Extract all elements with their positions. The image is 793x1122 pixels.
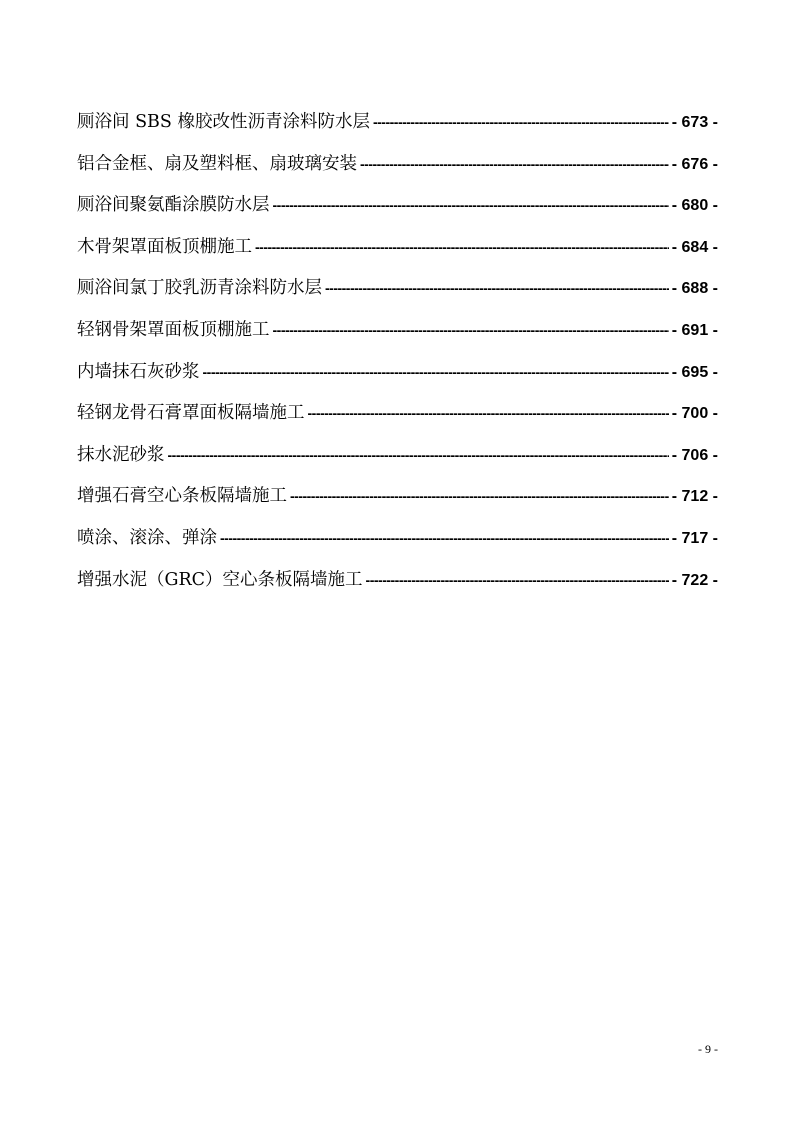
toc-leader-dashes bbox=[273, 316, 669, 344]
toc-leader-dashes bbox=[360, 150, 669, 178]
toc-entry-title: 木骨架罩面板顶棚施工 bbox=[77, 236, 252, 257]
toc-leader-dashes bbox=[290, 482, 669, 510]
toc-entry-title: 厕浴间聚氨酯涂膜防水层 bbox=[77, 195, 270, 216]
toc-entry-title: 厕浴间 SBS 橡胶改性沥青涂料防水层 bbox=[77, 112, 370, 132]
toc-leader-dashes bbox=[255, 233, 669, 261]
toc-entry-page: - 706 - bbox=[671, 446, 718, 464]
toc-entry[interactable] bbox=[77, 191, 718, 233]
toc-entry-page: - 717 - bbox=[671, 529, 718, 547]
toc-entry-page: - 712 - bbox=[671, 488, 718, 506]
toc-entry[interactable] bbox=[77, 399, 718, 441]
toc-entry-page: - 722 - bbox=[671, 571, 718, 589]
toc-entry[interactable] bbox=[77, 566, 718, 608]
toc-entry[interactable] bbox=[77, 482, 718, 524]
toc-entry-title: 厕浴间氯丁胶乳沥青涂料防水层 bbox=[77, 278, 322, 299]
page-number: - 9 - bbox=[698, 1042, 718, 1056]
toc-entry[interactable] bbox=[77, 108, 718, 150]
toc-entry-page: - 673 - bbox=[671, 114, 718, 131]
toc-entry[interactable] bbox=[77, 441, 718, 483]
table-of-contents bbox=[77, 108, 718, 607]
toc-entry[interactable] bbox=[77, 316, 718, 358]
toc-entry-title: 抹水泥砂浆 bbox=[77, 444, 165, 465]
toc-entry-title: 轻钢骨架罩面板顶棚施工 bbox=[77, 319, 270, 340]
toc-leader-dashes bbox=[273, 191, 669, 219]
toc-entry[interactable] bbox=[77, 274, 718, 316]
toc-leader-dashes bbox=[168, 441, 669, 469]
toc-entry-page: - 684 - bbox=[671, 238, 718, 256]
toc-entry-page: - 688 - bbox=[671, 280, 718, 298]
toc-entry-page: - 676 - bbox=[671, 155, 718, 173]
toc-entry[interactable] bbox=[77, 233, 718, 275]
toc-leader-dashes bbox=[220, 524, 669, 552]
toc-entry-title: 增强水泥（GRC）空心条板隔墙施工 bbox=[77, 569, 363, 590]
toc-entry-page: - 695 - bbox=[671, 363, 718, 381]
toc-entry-title: 增强石膏空心条板隔墙施工 bbox=[77, 486, 287, 507]
toc-entry-page: - 691 - bbox=[671, 321, 718, 339]
toc-entry-title: 轻钢龙骨石膏罩面板隔墙施工 bbox=[77, 403, 305, 424]
toc-entry-title: 内墙抹石灰砂浆 bbox=[77, 361, 200, 382]
toc-entry-page: - 700 - bbox=[671, 405, 718, 423]
toc-entry[interactable] bbox=[77, 358, 718, 400]
toc-leader-dashes bbox=[366, 566, 669, 594]
toc-entry-page: - 680 - bbox=[671, 197, 718, 215]
toc-entry[interactable] bbox=[77, 150, 718, 192]
toc-entry[interactable] bbox=[77, 524, 718, 566]
toc-leader-dashes bbox=[308, 399, 669, 427]
toc-entry-title: 铝合金框、扇及塑料框、扇玻璃安装 bbox=[77, 153, 357, 174]
toc-leader-dashes bbox=[373, 108, 669, 136]
toc-entry-title: 喷涂、滚涂、弹涂 bbox=[77, 527, 217, 548]
toc-leader-dashes bbox=[203, 358, 669, 386]
toc-leader-dashes bbox=[325, 274, 669, 302]
